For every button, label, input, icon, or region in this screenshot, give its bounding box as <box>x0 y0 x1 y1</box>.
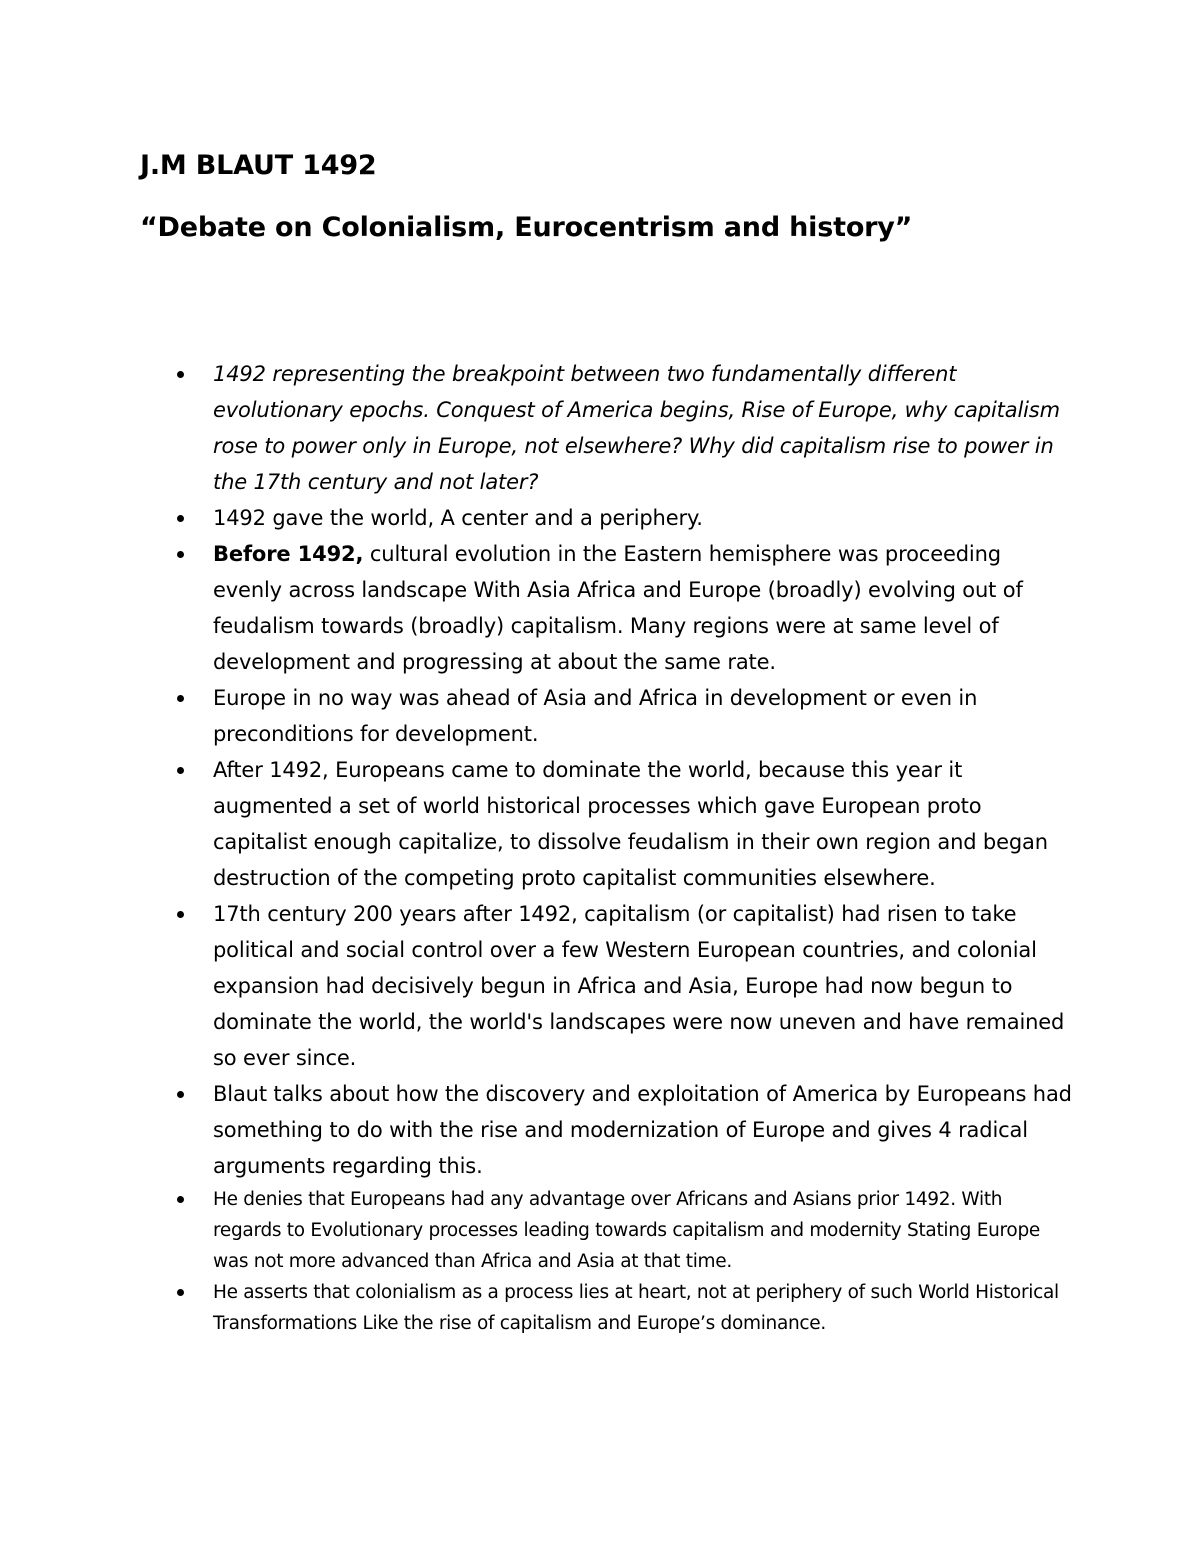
list-item <box>172 1076 1072 1184</box>
list-item-text: After 1492, Europeans came to dominate the world, because this year it augmented a set of world historical processes which gave European proto capitalist enough capitalize, to dissolve feudalism in their own region and began destruction of the competing proto capitalist communities elsewhere. <box>213 758 1048 890</box>
bullet-icon <box>177 371 184 378</box>
bullet-icon <box>177 695 184 702</box>
list-item-text: 17th century 200 years after 1492, capitalism (or capitalist) had risen to take political and social control over a few Western European countries, and colonial expansion had decisively begun in Africa and Asia, Europe had now begun to dominate the world, the world's landscapes were now uneven and have remained so ever since. <box>213 902 1065 1070</box>
list-item <box>172 1184 1072 1277</box>
list-item <box>172 680 1072 752</box>
bullet-icon <box>177 911 184 918</box>
bullet-icon <box>177 767 184 774</box>
list-item-text: Blaut talks about how the discovery and exploitation of America by Europeans had something to do with the rise and modernization of Europe and gives 4 radical arguments regarding this. <box>213 1082 1072 1178</box>
list-item-text: 1492 representing the breakpoint between two fundamentally different evolutionary epochs. Conquest of America begins, Rise of Europe, why capitalism rose to power only in Europe, not elsewhere? Why did capitalism rise to power in the 17th century and not later? <box>213 362 1060 494</box>
list-item-lead: Before 1492, <box>213 542 364 566</box>
bullet-list <box>172 356 1072 1339</box>
list-item <box>172 356 1072 500</box>
document-subtitle: “Debate on Colonialism, Eurocentrism and history” <box>140 212 913 243</box>
list-item-text: He asserts that colonialism as a process lies at heart, not at periphery of such World Historical Transformations Like the rise of capitalism and Europe’s dominance. <box>213 1282 1059 1334</box>
bullet-icon <box>177 515 184 522</box>
list-item <box>172 752 1072 896</box>
list-item <box>172 1277 1072 1339</box>
list-item-text: He denies that Europeans had any advantage over Africans and Asians prior 1492. With regards to Evolutionary processes leading towards capitalism and modernity Stating Europe was not more advanced than Africa and Asia at that time. <box>213 1189 1040 1272</box>
bullet-icon <box>177 1196 184 1203</box>
bullet-icon <box>177 551 184 558</box>
list-item <box>172 536 1072 680</box>
document-title: J.M BLAUT 1492 <box>140 150 377 181</box>
bullet-icon <box>177 1289 184 1296</box>
list-item-text: 1492 gave the world, A center and a periphery. <box>213 506 703 530</box>
list-item <box>172 500 1072 536</box>
list-item-text: Europe in no way was ahead of Asia and Africa in development or even in preconditions for development. <box>213 686 978 746</box>
list-item <box>172 896 1072 1076</box>
list-item-text: cultural evolution in the Eastern hemisphere was proceeding evenly across landscape With Asia Africa and Europe (broadly) evolving out of feudalism towards (broadly) capitalism. Many regions were at same level of development and progressing at about the same rate. <box>213 542 1023 674</box>
bullet-icon <box>177 1091 184 1098</box>
